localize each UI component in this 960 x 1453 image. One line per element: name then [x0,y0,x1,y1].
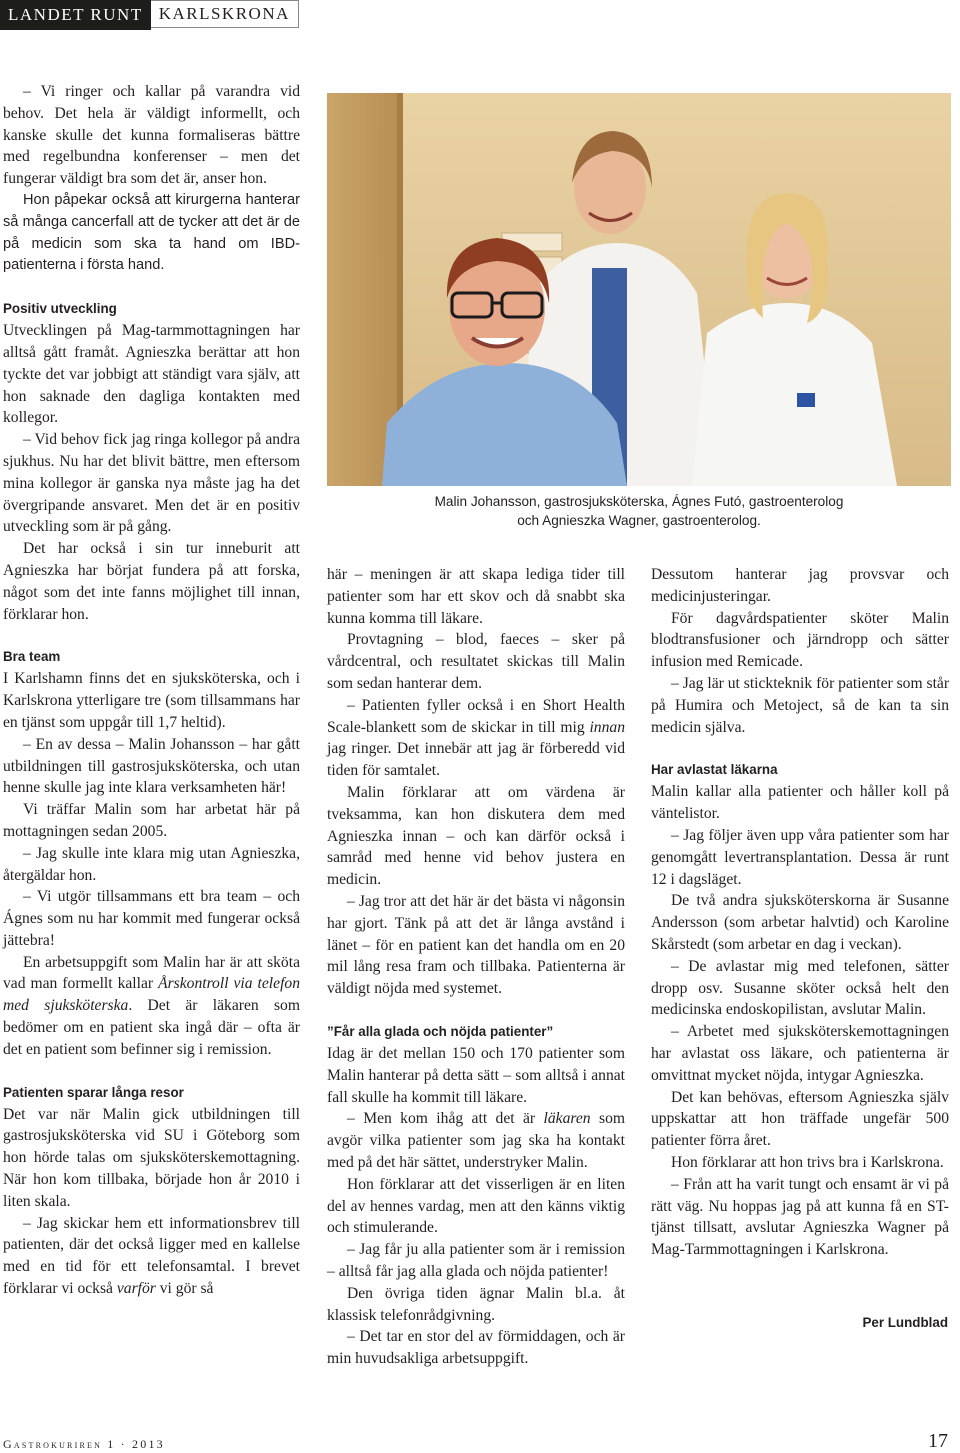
text-run: – Patienten fyller också i en Short Health Scale-blankett som de skickar in till mig [327,696,625,736]
paragraph: – De avlastar mig med telefonen, sätter dropp osv. Susanne sköter också helt den medicinska endoskopilistan, avslutar Malin. [651,957,949,1019]
text-run: som avgör vilka patienter som jag ska ha kontakt med på det här sättet, understryker Malin. [327,1110,625,1171]
italic-run: läkaren [543,1110,591,1128]
paragraph: Den övriga tiden ägnar Malin bl.a. åt klassisk telefonrådgivning. [327,1284,625,1324]
caption-line: Malin Johansson, gastrosjuksköterska, Ágnes Futó, gastroenterolog [434,494,844,509]
subheading: Har avlastat läkarna [651,762,778,778]
italic-run: innan [589,718,625,736]
subheading: ”Får alla glada och nöjda patienter” [327,1023,554,1039]
paragraph: Hon påpekar också att kirurgerna hanterar så många cancerfall att de tycker att det är de på medicin som ska ta hand om IBD-patienterna i första hand. [3,191,300,274]
paragraph: – Jag följer även upp våra patienter som har genomgått levertransplantation. Dessa är runt 12 i dagsläget. [651,826,949,888]
paragraph: Det kan behövas, eftersom Agnieszka själv uppskattar att hon träffade ungefär 500 patienter förra året. [651,1088,949,1150]
footer-magazine: Gastrokuriren 1 · 2013 [3,1437,165,1451]
text-run: – Jag skickar hem ett informationsbrev till patienten, där det också ligger med en kallelse med en tid för ett telefonsamtal. I brevet förklarar vi också [3,1214,300,1298]
paragraph: – En av dessa – Malin Johansson – har gått utbildningen till gastrosjuksköterska, och utan henne skulle jag inte klara verksamheten här! [3,735,300,797]
paragraph: Dessutom hanterar jag provsvar och medicinjusteringar. [651,566,949,605]
paragraph: Det var när Malin gick utbildningen till gastrosjuksköterska vid SU i Göteborg som hon hörde talas om sjuksköterskemottagning. När hon kom tillbaka, började hon år 2010 i liten skala. [3,1105,300,1210]
place-label: KARLSKRONA [151,0,299,28]
paragraph: För dagvårdspatienter sköter Malin blodtransfusioner och järndropp och sätter infusion med Remicade. [651,609,949,671]
paragraph: – Jag lär ut stickteknik för patienter som står på Humira och Metoject, så de kan ta sin medicin själva. [651,674,950,736]
paragraph: Malin kallar alla patienter och håller koll på väntelistor. [651,783,949,823]
paragraph [327,695,625,782]
author-signature: Per Lundblad [862,1315,948,1330]
paragraph [327,1108,625,1173]
paragraph: De två andra sjuksköterskorna är Susanne Andersson (som arbetar halvtid) och Karoline Skårstedt (som arbetar en dag i veckan). [651,892,949,953]
paragraph: – Vi ringer och kallar på varandra vid behov. Det hela är väldigt informellt, och kanske skulle det kunna formaliseras bättre med regelbundna konferenser – men det fungerar väldigt bra som det är, anser hon. [3,83,300,188]
italic-run: Årskontroll via telefon med sjuksköterska [3,975,300,1015]
subheading: Patienten sparar långa resor [3,1084,184,1100]
paragraph: Det har också i sin tur inneburit att Agnieszka har börjat fundera på att forska, något som det inte fanns möjlighet till innan, förklarar hon. [3,540,300,623]
text-run: – Men kom ihåg att det är [347,1110,544,1128]
section-label: LANDET RUNT [0,0,151,30]
paragraph: – Jag tror att det här är det bästa vi någonsin har gjort. Tänk på att det är långa avstånd i länet – för en patient kan det handla om en 20 mil lång resa fram och tillbaka. Patienterna är väldigt nöjda med systemet. [327,892,625,998]
paragraph: här – meningen är att skapa lediga tider till patienter som har ett skov och då snabbt ska kunna komma till läkare. [327,566,625,627]
paragraph: – Jag får ju alla patienter som är i remission – alltså får jag alla glada och nöjda patienter! [327,1241,625,1280]
paragraph: – Det tar en stor del av förmiddagen, och är min huvudsakliga arbetsuppgift. [327,1328,625,1368]
paragraph: Vi träffar Malin som har arbetat här på mottagningen sedan 2005. [3,801,300,840]
text-run: . Det är läkaren som bedömer om en patient ska ingå där – ofta är det en patient som befinner sig i remission. [3,997,300,1058]
paragraph: Idag är det mellan 150 och 170 patienter som Malin hanterar på detta sätt – som alltså i annat fall skulle ha kommit till läkare. [327,1044,625,1106]
subheading: Bra team [3,649,61,665]
paragraph: Malin förklarar att om värdena är tveksamma, kan hon diskutera dem med Agnieszka innan – och kan därför också i samråd med henne vid behov justera en medicin. [327,783,625,889]
staff-photo [327,93,951,486]
paragraph: – Vi utgör tillsammans ett bra team – och Ágnes som nu har kommit med fungerar också jättebra! [3,888,300,949]
paragraph: – Arbetet med sjuksköterskemottagningen har avlastat oss läkare, och patienterna är omvittnat mycket nöjda, intygar Agnieszka. [651,1023,949,1084]
paragraph [3,1213,300,1300]
column-3 [651,564,949,1261]
page-number: 17 [928,1430,948,1452]
column-1 [3,81,300,1300]
section-header [0,0,299,30]
text-run: En arbetsuppgift som Malin har är att sköta vad man formellt kallar [3,953,300,993]
paragraph: – Vid behov fick jag ringa kollegor på andra sjukhus. Nu har det blivit bättre, men eftersom mina kollegor är ganska nya måste jag ha det övergripande ansvaret. Men det är en positiv utveckling som är på gång. [3,431,300,536]
paragraph: Hon förklarar att det visserligen är en liten del av hennes vardag, men att den känns viktig och stimulerande. [327,1175,625,1237]
paragraph: Hon förklarar att hon trivs bra i Karlskrona. [671,1153,944,1171]
text-run: vi gör så [155,1280,214,1298]
paragraph [3,952,300,1061]
paragraph: Utvecklingen på Mag-tarmmottagningen har alltså gått framåt. Agnieszka berättar att hon tyckte det var jobbigt att ständigt vara själv, att hon saknade den dagliga kontakten med kollegor. [3,322,300,427]
paragraph: – Från att ha varit tungt och ensamt är vi på rätt väg. Nu hoppas jag på att kunna få en ST-tjänst tillsatt, avslutar Agnieszka Wagner på Mag-Tarmmottagningen i Karlskrona. [651,1175,949,1259]
column-2 [327,564,625,1370]
caption-line: och Agnieszka Wagner, gastroenterolog. [517,513,761,528]
subheading: Positiv utveckling [3,301,117,317]
photo-caption [327,492,951,530]
paragraph: I Karlshamn finns det en sjuksköterska, och i Karlskrona ytterligare tre (som tillsammans har en tjänst som uppgår till 1,7 heltid). [3,670,300,731]
paragraph: – Jag skulle inte klara mig utan Agnieszka, återgäldar hon. [3,844,300,884]
italic-run: varför [116,1280,156,1298]
text-run: jag ringer. Det innebär att jag är förberedd vid tiden för samtalet. [327,740,625,780]
paragraph: Provtagning – blod, faeces – sker på vårdcentral, och resultatet skickas till Malin som sedan hanterar dem. [327,631,625,692]
